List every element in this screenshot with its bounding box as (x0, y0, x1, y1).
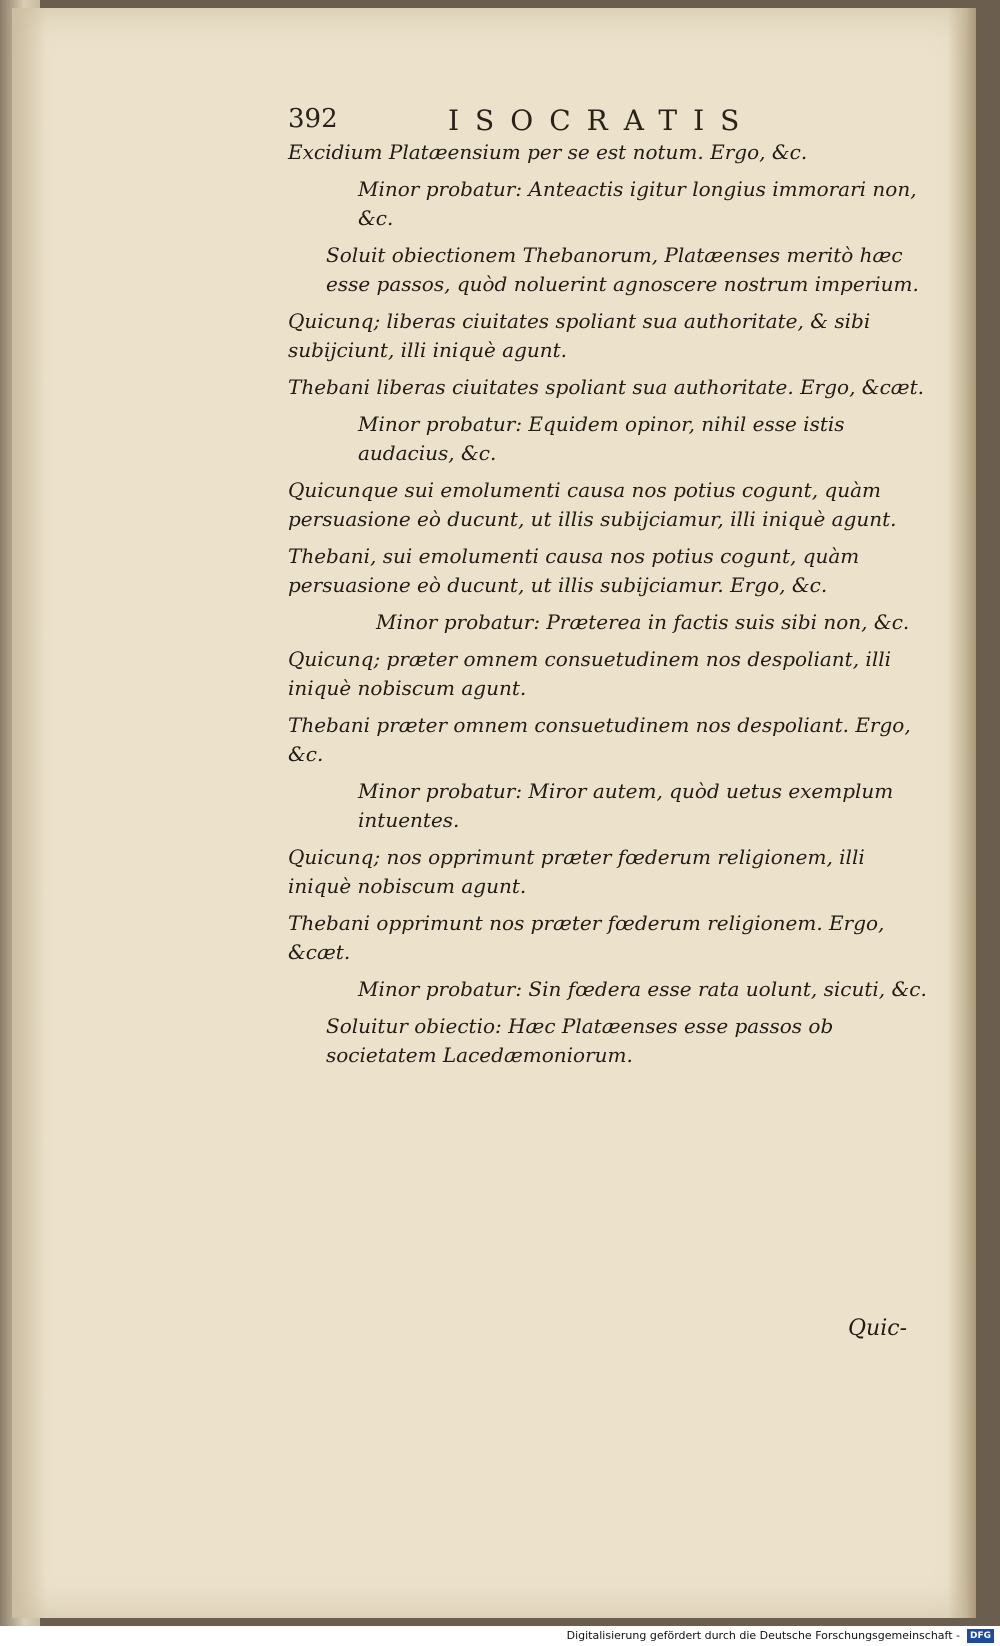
digitization-footer (0, 1626, 1000, 1646)
paragraph: Soluit obiectionem Thebanorum, Platæenses meritò hæc esse passos, quòd noluerint agnoscere nostrum imperium. (326, 243, 919, 296)
paragraph: Quicunque sui emolumenti causa nos potius cogunt, quàm persuasione eò ducunt, ut illis subijciamur, illi iniquè agunt. (288, 478, 897, 531)
page-body (288, 138, 928, 1078)
paragraph: Minor probatur: Sin fœdera esse rata uolunt, sicuti, &c. (358, 977, 927, 1001)
paragraph: Minor probatur: Præterea in factis suis sibi non, &c. (376, 610, 910, 634)
paragraph: Minor probatur: Miror autem, quòd uetus exemplum intuentes. (358, 779, 894, 832)
paragraph: Quicunq; liberas ciuitates spoliant sua authoritate, & sibi subijciunt, illi iniquè agunt. (288, 309, 871, 362)
paragraph: Minor probatur: Equidem opinor, nihil esse istis audacius, &c. (358, 412, 845, 465)
running-title: ISOCRATIS (448, 104, 756, 137)
catchword: Quic- (848, 1316, 907, 1341)
dfg-logo-icon: DFG (967, 1629, 994, 1643)
digitization-note: Digitalisierung gefördert durch die Deutsche Forschungsgemeinschaft - (566, 1629, 960, 1642)
paragraph: Quicunq; nos opprimunt præter fœderum religionem, illi iniquè nobiscum agunt. (288, 845, 865, 898)
paragraph: Quicunq; præter omnem consuetudinem nos despoliant, illi iniquè nobiscum agunt. (288, 647, 892, 700)
paragraph: Thebani, sui emolumenti causa nos potius cogunt, quàm persuasione eò ducunt, ut illis subijciamur. Ergo, &c. (288, 544, 860, 597)
page-number: 392 (288, 104, 338, 134)
paragraph: Excidium Platæensium per se est notum. Ergo, &c. (288, 140, 808, 164)
paragraph: Minor probatur: Anteactis igitur longius immorari non, &c. (358, 177, 917, 230)
paragraph: Thebani liberas ciuitates spoliant sua authoritate. Ergo, &cæt. (288, 375, 924, 399)
paragraph: Soluitur obiectio: Hæc Platæenses esse passos ob societatem Lacedæmoniorum. (326, 1014, 834, 1067)
paragraph: Thebani opprimunt nos præter fœderum religionem. Ergo, &cæt. (288, 911, 885, 964)
page-fore-edge (948, 8, 976, 1618)
page-gutter (12, 8, 46, 1618)
paragraph: Thebani præter omnem consuetudinem nos despoliant. Ergo, &c. (288, 713, 911, 766)
